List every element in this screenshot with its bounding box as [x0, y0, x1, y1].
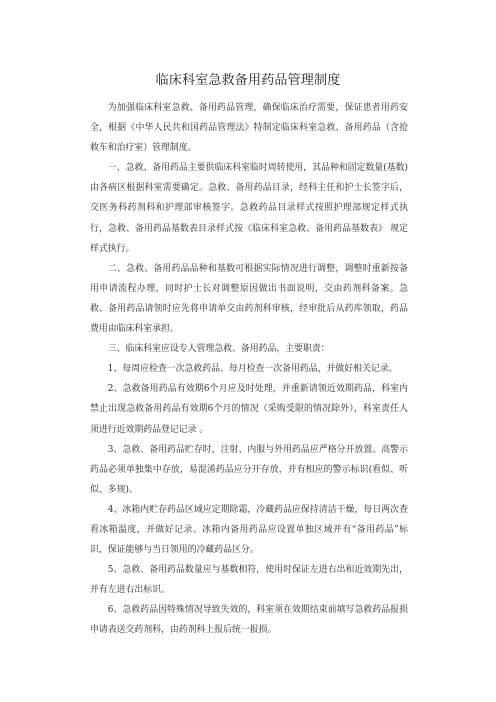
paragraph-item-5: 5、急救、备用药品数量应与基数相符，使用时保证左进右出和近效期先出，并有左进右出标识。 [90, 565, 408, 596]
document-title: 临床科室急救备用药品管理制度 [155, 73, 341, 88]
paragraph-item-6: 6、急救药品因特殊情况导致失效的，科室须在效期结束前填写急救药品报损申请表送交药剂科，由药剂科上报后统一报损。 [90, 605, 408, 636]
document-body [90, 98, 408, 641]
paragraph-intro: 为加强临床科室急救、备用药品管理，确保临床治疗需要，保证患者用药安全，根据《中华人民共和国药品管理法》特制定临床科室急救、备用药品（含抢救车和治疗室）管理制度。 [90, 103, 408, 154]
paragraph-item-3: 3、急救、备用药品贮存时，注射、内服与外用药品应严格分开放置。高警示药品必须单独集中存放，易混淆药品应分开存放，并有相应的警示标识(看似、听似、多规)。 [90, 444, 408, 495]
paragraph-item-4: 4、冰箱内贮存药品区域应定期除霜，冷藏药品应保持清洁干燥，每日两次查看冰箱温度，并做好记录。冰箱内备用药品应设置单独区域并有“备用药品”标识，保证能够与当日领用的冷藏药品区分。 [90, 504, 408, 556]
paragraph-item-1: 1、每周应检查一次急救药品、每月检查一次备用药品，并做好相关记录。 [107, 364, 398, 375]
paragraph-section-1: 一、急救、备用药品主要供临床科室临时周转使用，其品种和固定数量(基数)由各病区根据科室需要确定。急救、备用药品目录，经科主任和护士长签字后，交医务科药剂科和护理部审核签字。急救药品目录样式按照护理部规定样式执行，急救、备用药品基数表目录样式按《临床科室急救、备用药品基数表》 规定样式执行。 [90, 163, 408, 254]
paragraph-section-2: 二、急救、备用药品品种和基数可根据实际情况进行调整，调整时重新按备用申请流程办理，同时护士长对调整原因做出书面说明，交由药剂科备案。急救、备用药品请领时应先将申请单交由药剂科审核，经审批后从药库领取，药品费用由临床科室承担。 [90, 263, 408, 335]
paragraph-item-2: 2、急救备用药品有效期6个月应及时处理，并重新请领近效期药品，科室内禁止出现急救备用药品有效期6个月的情况（采购受限的情况除外），科室责任人须进行近效期药品登记记录 。 [90, 384, 408, 435]
paragraph-section-3: 三、临床科室应设专人管理急救、备用药品，主要职责： [107, 344, 330, 355]
